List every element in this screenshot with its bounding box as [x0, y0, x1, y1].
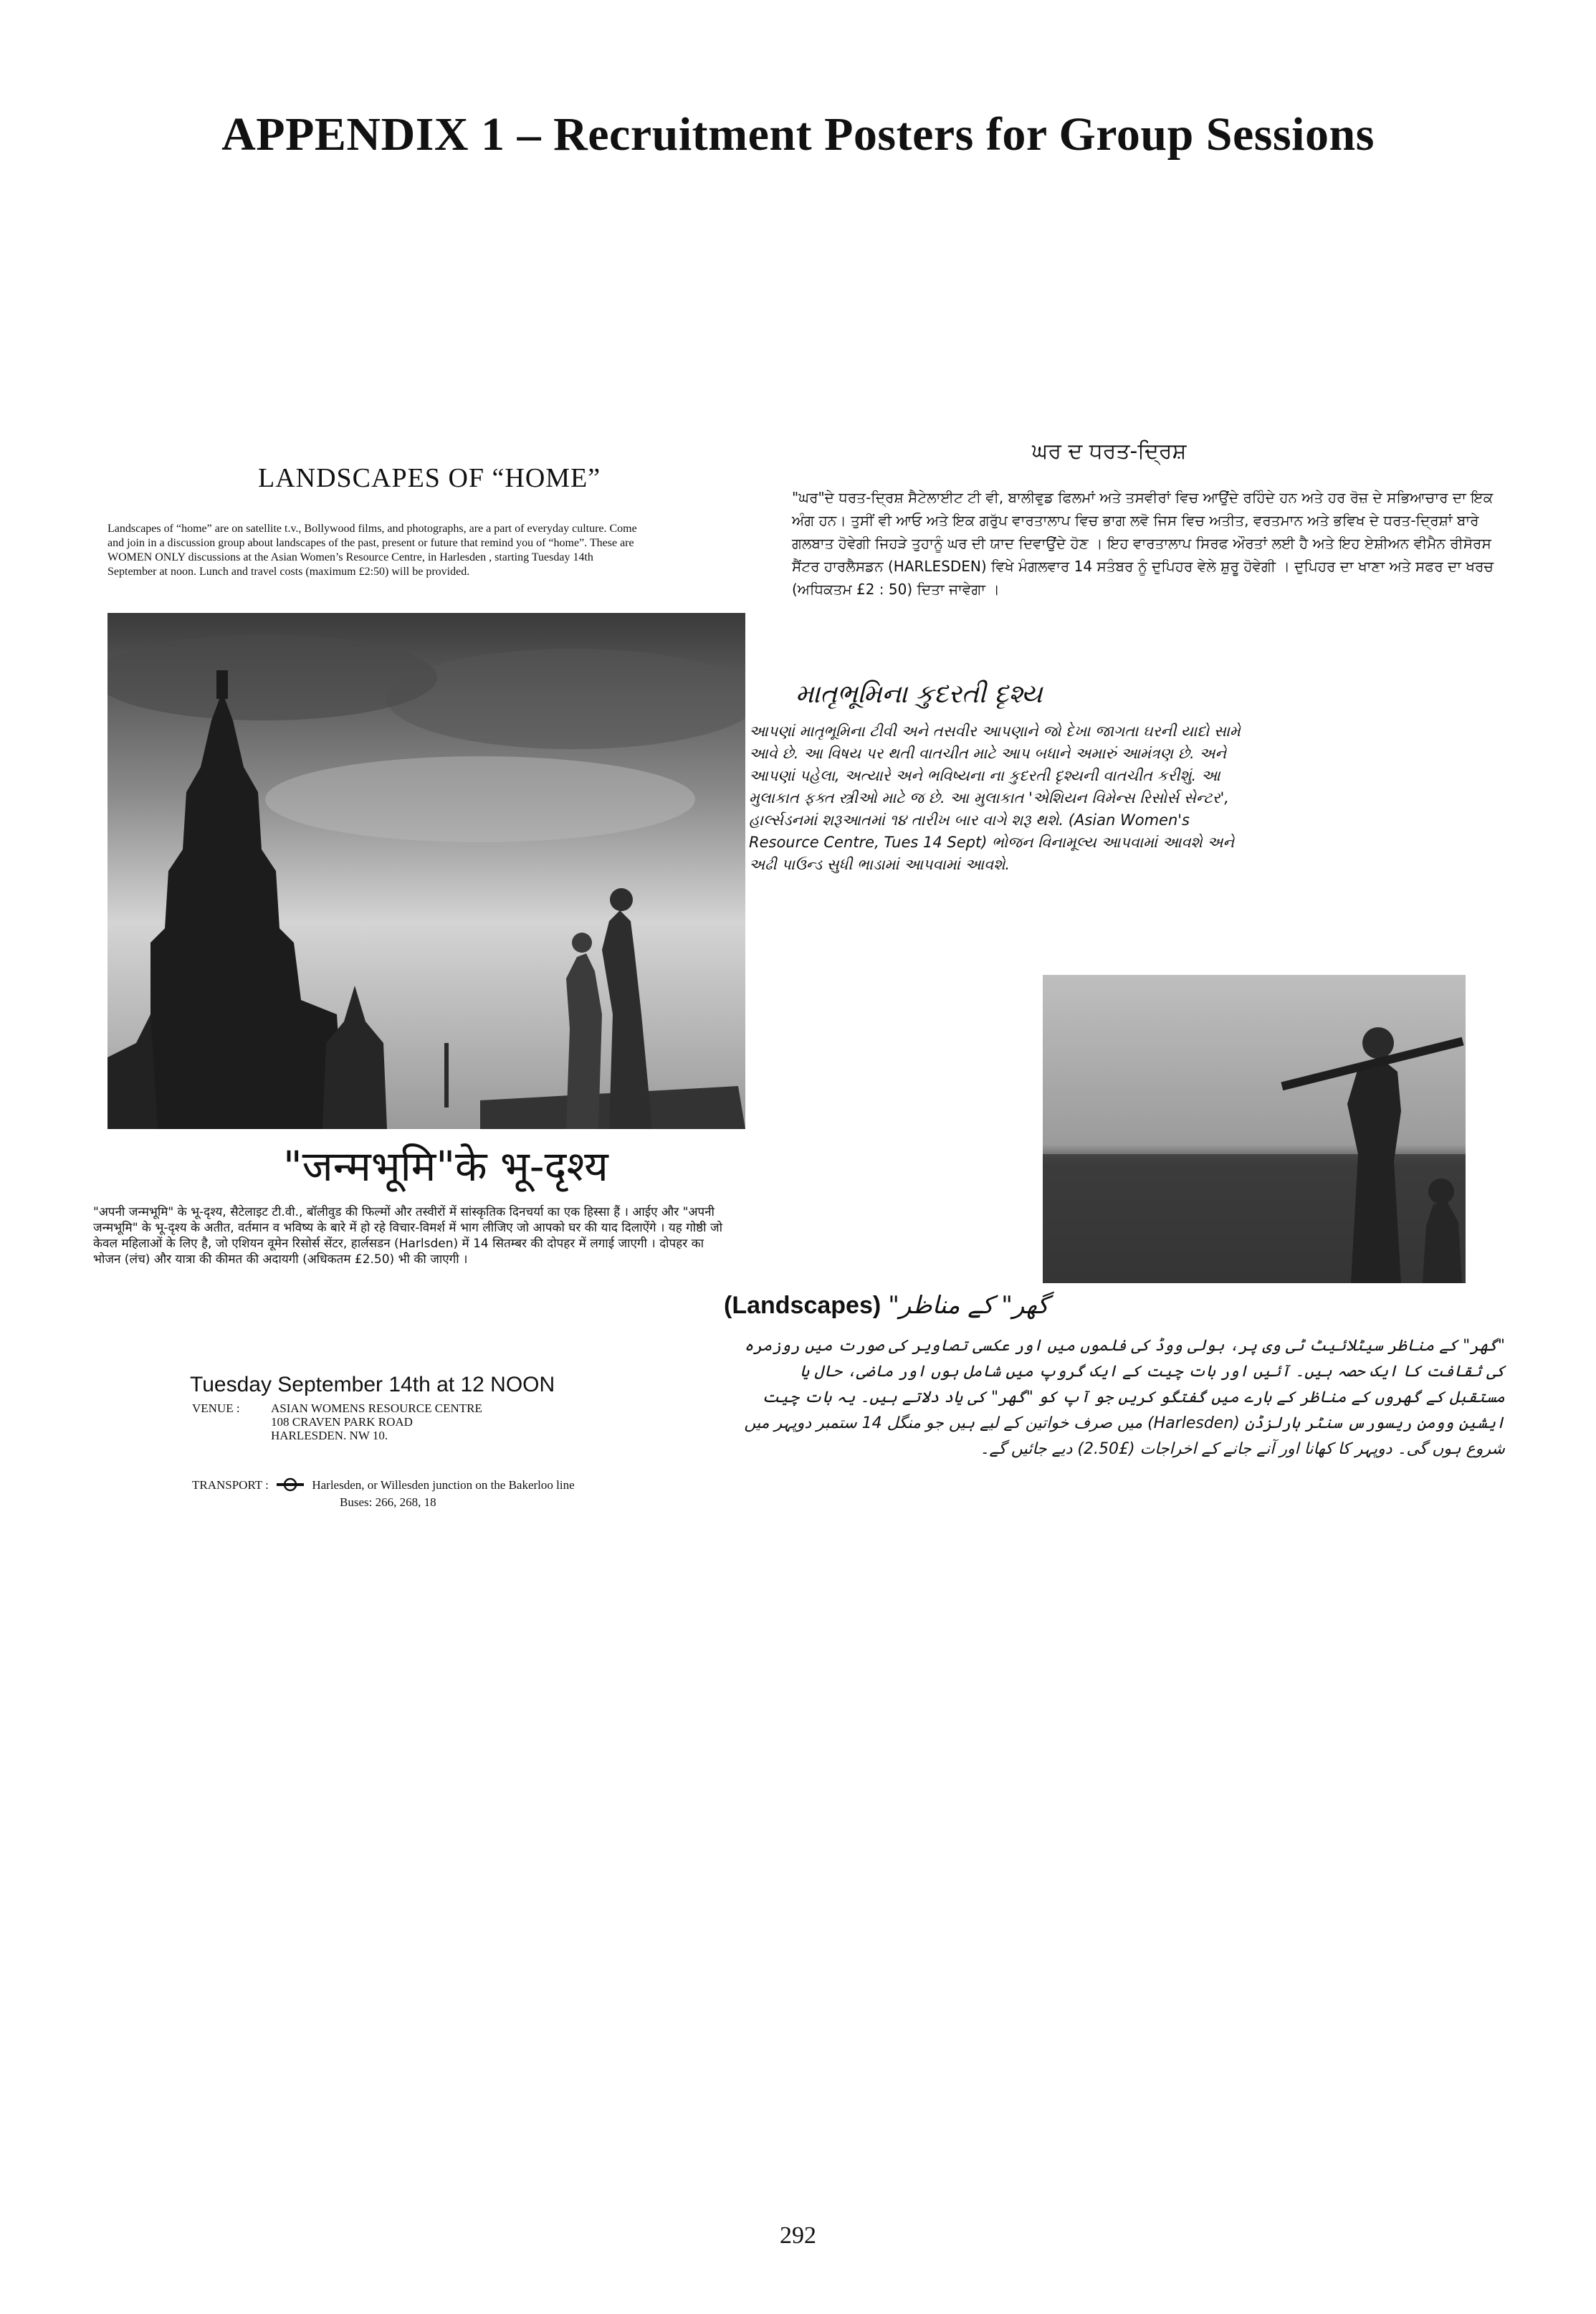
woman-in-field-photo [1043, 975, 1466, 1283]
venue-line: HARLESDEN. NW 10. [271, 1429, 388, 1442]
hindi-poster-title: "जन्मभूमि"के भू-दृश्य [283, 1142, 608, 1191]
page-title: APPENDIX 1 – Recruitment Posters for Group Sessions [221, 108, 1375, 161]
hindi-poster-body: "अपनी जन्मभूमि" के भू-दृश्य, सैटेलाइट टी.वी., बॉलीवुड की फिल्मों और तस्वीरों में सांस्कृतिक दिनचर्या का एक हिस्सा हैं । आईए और "अपनी जन्मभूमि" के भू-दृश्य के अतीत, वर्तमान व भविष्य के बारे में हो रहे विचार-विमर्श में भाग लीजिए जो आपको घर की याद दिलाऐंगे । यह गोष्ठी जो केवल महिलाओं के लिए है, जो एशियन वूमेन रिसोर्स सेंटर, हार्लसडन (Harlsden) में 14 सितम्बर की दोपहर में लगाई जाएगी । दोपहर का भोजन (लंच) और यात्रा की कीमत की अदायगी (अधिकतम £2.50) भी की जाएगी । [93, 1205, 722, 1267]
transport-stations: Harlesden, or Willesden junction on the Bakerloo line [312, 1477, 575, 1492]
punjabi-poster-body: "ਘਰ"ਦੇ ਧਰਤ-ਦ੍ਰਿਸ਼ ਸੈਟੇਲਾਈਟ ਟੀ ਵੀ, ਬਾਲੀਵੁਡ ਫਿਲਮਾਂ ਅਤੇ ਤਸਵੀਰਾਂ ਵਿਚ ਆਉਂਦੇ ਰਹਿੰਦੇ ਹਨ ਅਤੇ ਹਰ ਰੋਜ਼ ਦੇ ਸਭਿਆਚਾਰ ਦਾ ਇਕ ਅੰਗ ਹਨ। ਤੁਸੀਂ ਵੀ ਆਓ ਅਤੇ ਇਕ ਗਰੁੱਪ ਵਾਰਤਾਲਾਪ ਵਿਚ ਭਾਗ ਲਵੋ ਜਿਸ ਵਿਚ ਅਤੀਤ, ਵਰਤਮਾਨ ਅਤੇ ਭਵਿਖ ਦੇ ਧਰਤ-ਦ੍ਰਿਸ਼ਾਂ ਬਾਰੇ ਗਲਬਾਤ ਹੋਵੇਗੀ ਜਿਹੜੇ ਤੁਹਾਨੂੰ ਘਰ ਦੀ ਯਾਦ ਦਿਵਾਉਂਦੇ ਹੋਣ । ਇਹ ਵਾਰਤਾਲਾਪ ਸਿਰਫ ਔਰਤਾਂ ਲਈ ਹੈ ਅਤੇ ਇਹ ਏਸ਼ੀਅਨ ਵੀਮੈਨ ਰੀਸੋਰਸ ਸੈਂਟਰ ਹਾਰਲੈਸਡਨ (HARLESDEN) ਵਿਖੇ ਮੰਗਲਵਾਰ 14 ਸਤੰਬਰ ਨੂੰ ਦੁਪਿਹਰ ਵੇਲੇ ਸ਼ੁਰੂ ਹੋਵੇਗੀ । ਦੁਪਿਹਰ ਦਾ ਖਾਣਾ ਅਤੇ ਸਫਰ ਦਾ ਖਰਚ (ਅਧਿਕਤਮ £2 : 50) ਦਿਤਾ ਜਾਵੇਗਾ । [792, 489, 1494, 598]
venue-label: VENUE : [192, 1401, 240, 1415]
urdu-poster-body: "گھر" کے مناظر سیٹلائیٹ ٹی وی پر، بولی ووڈ کی فلموں میں اور عکسی تصاویر کی صورت میں روزمرہ کی ثقافت کا ایک حصہ ہیں۔ آئیں اور بات چیت کے ایک گروپ میں شامل ہوں اور ماضی، حال یا مستقبل کے گھروں کے مناظر کے بارے میں گفتگو کریں جو آپ کو "گھر" کی یاد دلاتے ہیں۔ یہ بات چیت ایشین وومن ریسورس سنٹر ہارلزڈن (Harlesden) میں صرف خواتین کے لیے ہیں جو منگل 14 ستمبر دوپہر میں شروع ہوں گی۔ دوپہر کا کھانا اور آنے جانے کے اخراجات (£2.50) دیے جائیں گے۔ [744, 1337, 1505, 1458]
venue-block [192, 1401, 482, 1442]
session-date: Tuesday September 14th at 12 NOON [190, 1373, 555, 1396]
temple-photo-graphic [107, 613, 745, 1129]
urdu-poster-heading [724, 1290, 1048, 1320]
gujarati-poster-body: આપણાં માતૃભૂમિના ટીવી અને તસવીર આપણાને જો દેખા જાગતા ઘરની યાદો સામે આવે છે. આ વિષય પર થતી વાતચીત માટે આપ બધાને અમારું આમંત્રણ છે. અને આપણાં પહેલા, અત્યારે અને ભવિષ્યના ના કુદરતી દૃશ્યની વાતચીત કરીશું. આ મુલાકાત ફક્ત સ્ત્રીઓ માટે જ છે. આ મુલાકાત 'એશિયન વિમેન્સ રિસોર્સ સેન્ટર', હાર્લ્સડનમાં શરૂઆતમાં ૧૪ તારીખ બાર વાગે શરૂ થશે. (Asian Women's Resource Centre, Tues 14 Sept) ભોજન વિનામૂલ્ય આપવામાં આવશે અને અઢી પાઉન્ડ સુધી ભાડામાં આપવામાં આવશે. [749, 723, 1241, 873]
temple-silhouette-photo [107, 613, 745, 1129]
bus-routes: Buses: 266, 268, 18 [340, 1495, 436, 1509]
gujarati-poster-title: માતૃભૂમિના કુદરતી દૃશ્ય [795, 680, 1043, 709]
venue-line: 108 CRAVEN PARK ROAD [271, 1415, 413, 1429]
english-poster-title: LANDSCAPES OF “HOME” [258, 463, 601, 493]
field-photo-graphic [1043, 975, 1466, 1283]
venue-line: ASIAN WOMENS RESOURCE CENTRE [271, 1401, 482, 1415]
london-underground-roundel-icon [276, 1477, 305, 1495]
urdu-heading-latin: (Landscapes) [724, 1292, 881, 1319]
transport-block [192, 1477, 575, 1509]
urdu-heading-text: "گھر" کے مناظر [888, 1291, 1049, 1320]
transport-label: TRANSPORT : [192, 1477, 269, 1492]
punjabi-poster-title: ਘਰ ਦ ਧਰਤ-ਦ੍ਰਿਸ਼ [1032, 439, 1187, 464]
page-number: 292 [780, 2222, 816, 2249]
english-poster-intro: Landscapes of “home” are on satellite t.v., Bollywood films, and photographs, are a part of everyday culture. Come and join in a discussion group about landscapes of the past, present or future that remind you of “home”. These are WOMEN ONLY discussions at the Asian Women’s Resource Centre, in Harlesden , starting Tuesday 14th September at noon. Lunch and travel costs (maximum £2:50) will be provided. [107, 523, 637, 578]
